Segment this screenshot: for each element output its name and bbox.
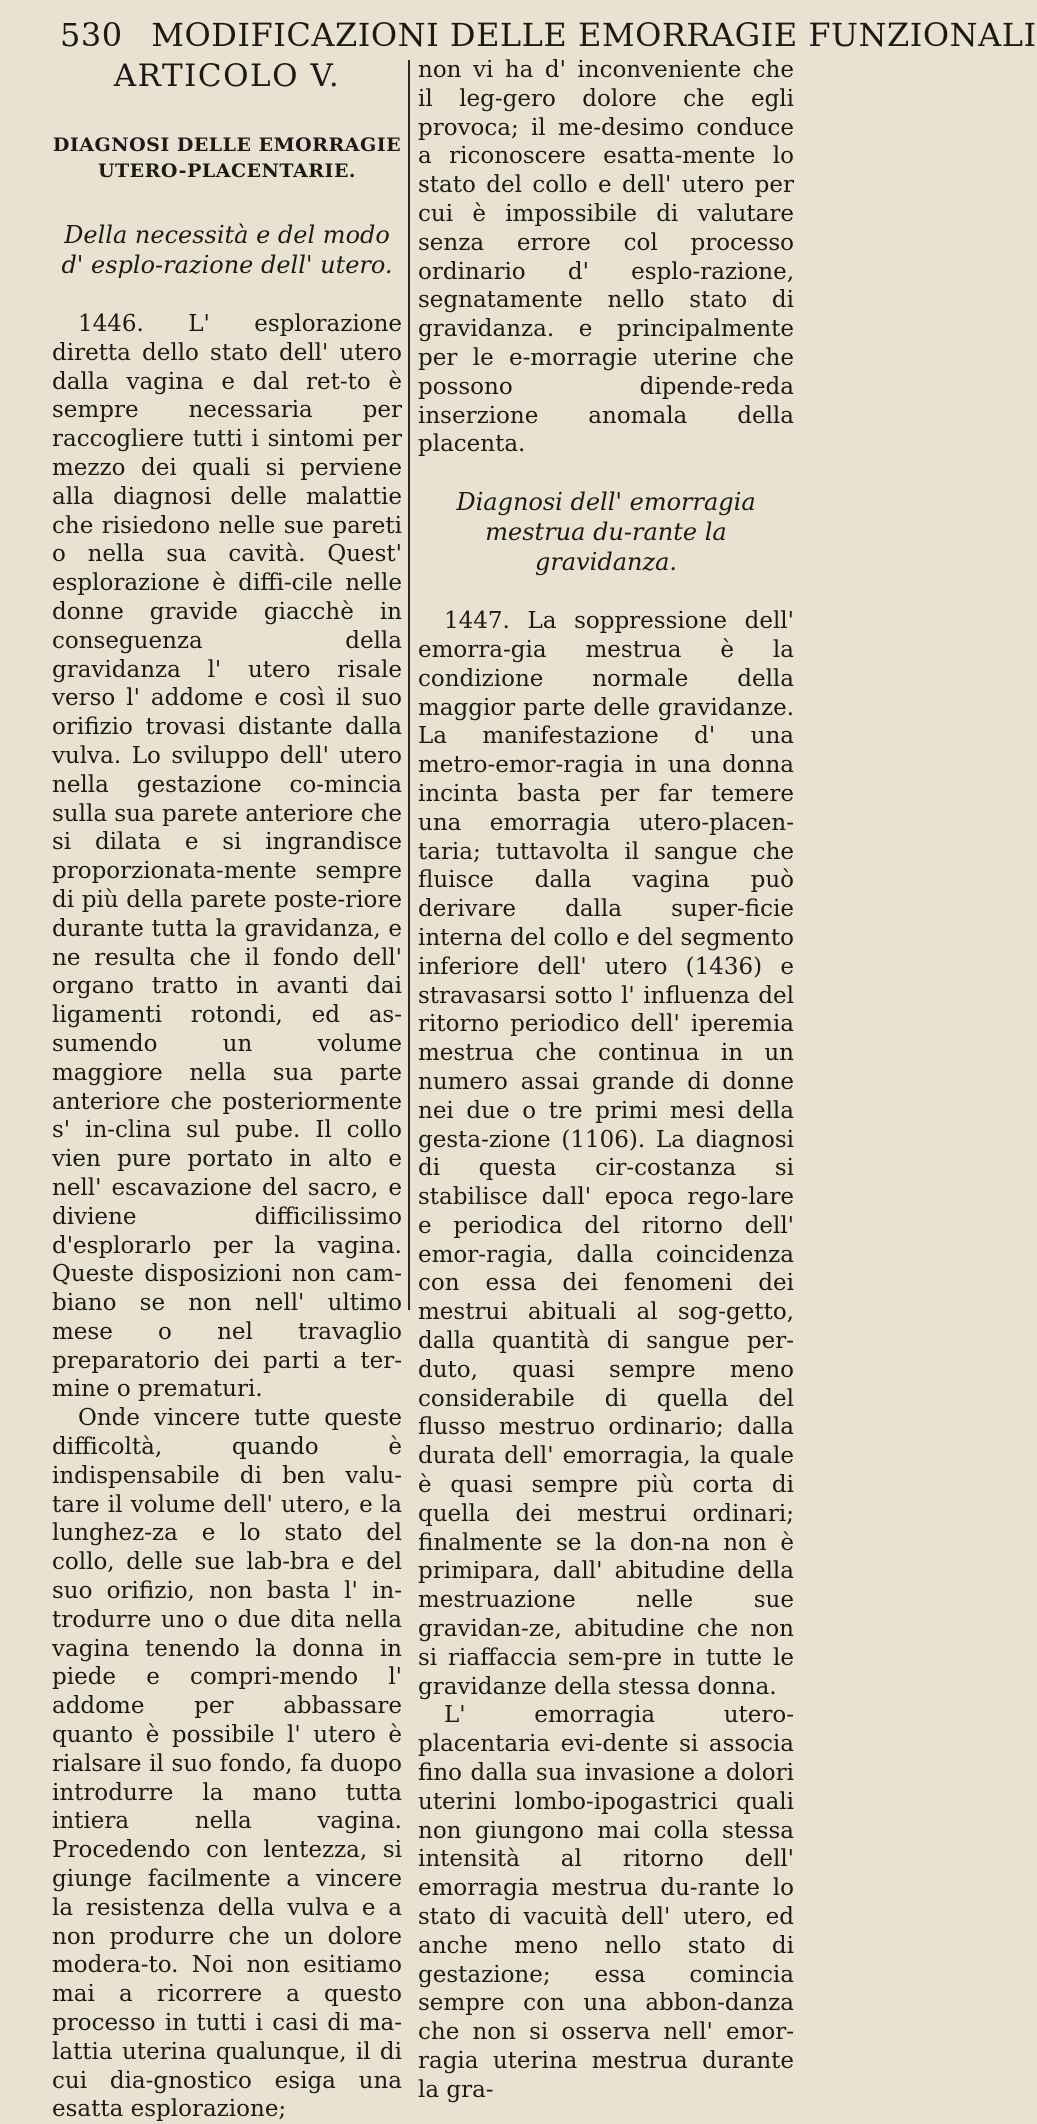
section-title: DIAGNOSI DELLE EMORRAGIE UTERO-PLACENTARIE. bbox=[52, 134, 402, 182]
paragraph-1446: 1446. L' esplorazione diretta dello stato dell' utero dalla vagina e dal ret-to è sempre necessaria per raccogliere tutti i sintomi per mezzo dei quali si perviene alla diagnosi delle malattie che risiedono nelle sue pareti o nella sua cavità. Quest' esplorazione è diffi-cile nelle donne gravide giacchè in conseguenza della gravidanza l' utero risale verso l' addome e così il suo orifizio trovasi distante dalla vulva. Lo sviluppo dell' utero nella gestazione co-mincia sulla sua parete anteriore che si dilata e si ingrandisce proporzionata-mente sempre di più della parete poste-riore durante tutta la gravidanza, e ne resulta che il fondo dell' organo tratto in avanti dai ligamenti rotondi, ed as-sumendo un volume maggiore nella sua parte anteriore che posteriormente s' in-clina sul pube. Il collo vien pure portato in alto e nell' escavazione del sacro, e diviene difficilissimo d'esplorarlo per la vagina. Queste disposizioni non cam-biano se non nell' ultimo mese o nel travaglio preparatorio dei parti a ter-mine o prematuri. bbox=[52, 311, 402, 1403]
section-subtitle-menstrual: Diagnosi dell' emorragia mestrua du-rante la gravidanza. bbox=[456, 488, 756, 577]
page-number: 530 bbox=[60, 16, 123, 54]
right-column bbox=[418, 56, 794, 2105]
paragraph-continued: non vi ha d' inconveniente che il leg-gero dolore che egli provoca; il me-desimo conduce a riconoscere esatta-mente lo stato del collo e dell' utero per cui è impossibile di valutare senza errore col processo ordinario d' esplo-razione, segnatamente nello stato di gravidanza. e principalmente per le e-morragie uterine che possono dipende-reda inserzione anomala della placenta. bbox=[418, 57, 794, 458]
column-divider bbox=[408, 60, 410, 1310]
left-column bbox=[52, 56, 402, 2124]
running-header bbox=[60, 16, 1037, 56]
section-subtitle: Della necessità e del modo d' esplo-razione dell' utero. bbox=[61, 221, 393, 279]
article-title: ARTICOLO V. bbox=[113, 58, 341, 94]
running-title: MODIFICAZIONI DELLE EMORRAGIE FUNZIONALI bbox=[151, 16, 1037, 54]
paragraph-1447: 1447. La soppressione dell' emorra-gia mestrua è la condizione normale della maggior parte delle gravidanze. La manifestazione d' una metro-emor-ragia in una donna incinta basta per far temere una emorragia utero-placen-taria; tuttavolta il sangue che fluisce dalla vagina può derivare dalla super-ficie interna del collo e del segmento inferiore dell' utero (1436) e stravasarsi sotto l' influenza del ritorno periodico dell' iperemia mestrua che continua in un numero assai grande di donne nei due o tre primi mesi della gesta-zione (1106). La diagnosi di questa cir-costanza si stabilisce dall' epoca rego-lare e periodica del ritorno dell' emor-ragia, dalla coincidenza con essa dei fenomeni dei mestrui abituali al sog-getto, dalla quantità di sangue per-duto, quasi sempre meno considerabile di quella del flusso mestruo ordinario; dalla durata dell' emorragia, la quale è quasi sempre più corta di quella dei mestrui ordinari; finalmente se la don-na non è primipara, dall' abitudine della mestruazione nelle sue gravidan-ze, abitudine che non si riaffaccia sem-pre in tutte le gravidanze della stessa donna. bbox=[418, 608, 794, 1700]
paragraph-difficulties: Onde vincere tutte queste difficoltà, quando è indispensabile di ben valu-tare il volume dell' utero, e la lunghez-za e lo stato del collo, delle sue lab-bra e del suo orifizio, non basta l' in-trodurre uno o due dita nella vagina tenendo la donna in piede e compri-mendo l' addome per abbassare quanto è possibile l' utero è rialsare il suo fondo, fa duopo introdurre la mano tutta intiera nella vagina. Procedendo con lentezza, si giunge facilmente a vincere la resistenza della vulva e a non produrre che un dolore modera-to. Noi non esitiamo mai a ricorrere a questo processo in tutti i casi di ma-lattia uterina qualunque, il di cui dia-gnostico esiga una esatta esplorazione; bbox=[52, 1405, 402, 2123]
paragraph-utero-placental: L' emorragia utero-placentaria evi-dente si associa fino dalla sua invasione a dolori uterini lombo-ipogastrici quali non giungono mai colla stessa intensità al ritorno dell' emorragia mestrua du-rante lo stato di vacuità dell' utero, ed anche meno nello stato di gestazione; essa comincia sempre con una abbon-danza che non si osserva nell' emor-ragia uterina mestrua durante la gra- bbox=[418, 1702, 794, 2103]
